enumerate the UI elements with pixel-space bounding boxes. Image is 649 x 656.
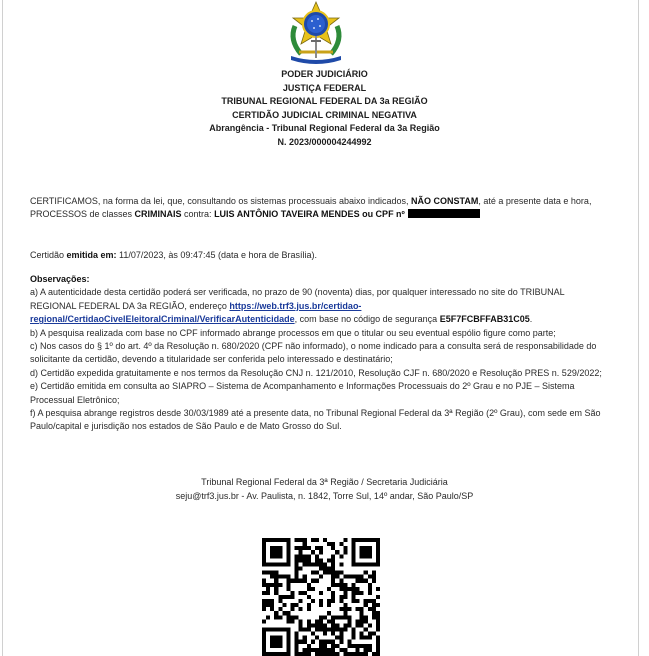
brazil-coat-of-arms-icon xyxy=(281,0,351,64)
header-line-4: CERTIDÃO JUDICIAL CRIMINAL NEGATIVA xyxy=(232,109,417,120)
header-line-1: PODER JUDICIÁRIO xyxy=(281,69,368,79)
qr-code-icon xyxy=(262,538,380,656)
footer-line-1: Tribunal Regional Federal da 3ª Região / Secretaria Judiciária xyxy=(201,477,448,487)
observations-block xyxy=(30,273,610,434)
header-line-6: N. 2023/000004244992 xyxy=(277,136,372,147)
certify-not-found: NÃO CONSTAM xyxy=(411,196,479,206)
certification-paragraph xyxy=(30,195,610,222)
document-footer xyxy=(0,475,649,503)
verification-link[interactable]: https://web.trf3.jus.br/certidao-regional/CertidaoCivelEleitoralCriminal/VerificarAutenticidade xyxy=(30,300,362,325)
footer-line-2: seju@trf3.jus.br - Av. Paulista, n. 1842, Torre Sul, 14º andar, São Paulo/SP xyxy=(175,491,474,501)
document-header xyxy=(0,68,649,150)
observation-a-text-1: a) A autenticidade desta certidão poderá ser verificada, no prazo de 90 (noventa) dias, por qualquer interessado no site do TRIBUNAL REGIONAL FEDERAL DA 3a REGIÃO, endereço xyxy=(30,287,565,311)
observation-c: c) Nos casos do § 1º do art. 4º da Resolução n. 680/2020 (CPF não informado), o nome indicado para a consulta será de responsabilidade do solicitante da certidão, devendo a titularidade ser conferida pelo interessado e destinatário; xyxy=(30,341,597,365)
observations-title: Observações: xyxy=(30,274,90,284)
security-code: E5F7FCBFFAB31C05 xyxy=(439,314,530,325)
observation-b: b) A pesquisa realizada com base no CPF informado abrange processos em que o titular ou seu eventual espólio figure como parte; xyxy=(30,327,556,338)
emission-datetime: 11/07/2023, às 09:47:45 (data e hora de Brasília). xyxy=(116,250,318,260)
observation-e: e) Certidão emitida em consulta ao SIAPRO – Sistema de Acompanhamento e Informações Processuais do 2º Grau e no PJE – Sistema Processual Eletrônico; xyxy=(30,381,575,405)
header-line-5: Abrangência - Tribunal Regional Federal da 3a Região xyxy=(209,123,440,134)
certify-class: CRIMINAIS xyxy=(134,209,182,220)
certify-text-1: CERTIFICAMOS, na forma da lei, que, consultando os sistemas processuais abaixo indicados, xyxy=(30,196,412,206)
redaction-bar xyxy=(408,209,480,218)
emission-line xyxy=(30,249,610,262)
observation-a xyxy=(30,286,610,326)
header-line-3: TRIBUNAL REGIONAL FEDERAL DA 3a REGIÃO xyxy=(221,96,428,107)
certify-text-2: , até a presente data e hora, PROCESSOS de classes xyxy=(30,196,592,220)
emission-label: emitida em: xyxy=(66,250,117,260)
observation-d: d) Certidão expedida gratuitamente e nos termos da Resolução CNJ n. 121/2010, Resolução CJF n. 680/2020 e Resolução PRES n. 529/2022; xyxy=(30,367,602,378)
header-line-2: JUSTIÇA FEDERAL xyxy=(282,82,367,93)
certify-subject: LUIS ANTÔNIO TAVEIRA MENDES ou CPF nº xyxy=(214,209,405,220)
emission-text-1: Certidão xyxy=(30,250,67,260)
certify-text-3: contra: xyxy=(181,209,215,220)
observation-a-text-3: . xyxy=(529,314,533,325)
observation-f: f) A pesquisa abrange registros desde 30/03/1989 até a presente data, no Tribunal Regional Federal da 3ª Região (2º Grau), com sede em São Paulo/capital e jurisdição nos estados de São Paulo e de Mato Grosso do Sul. xyxy=(30,408,601,432)
observation-a-text-2: , com base no código de segurança xyxy=(294,314,440,325)
